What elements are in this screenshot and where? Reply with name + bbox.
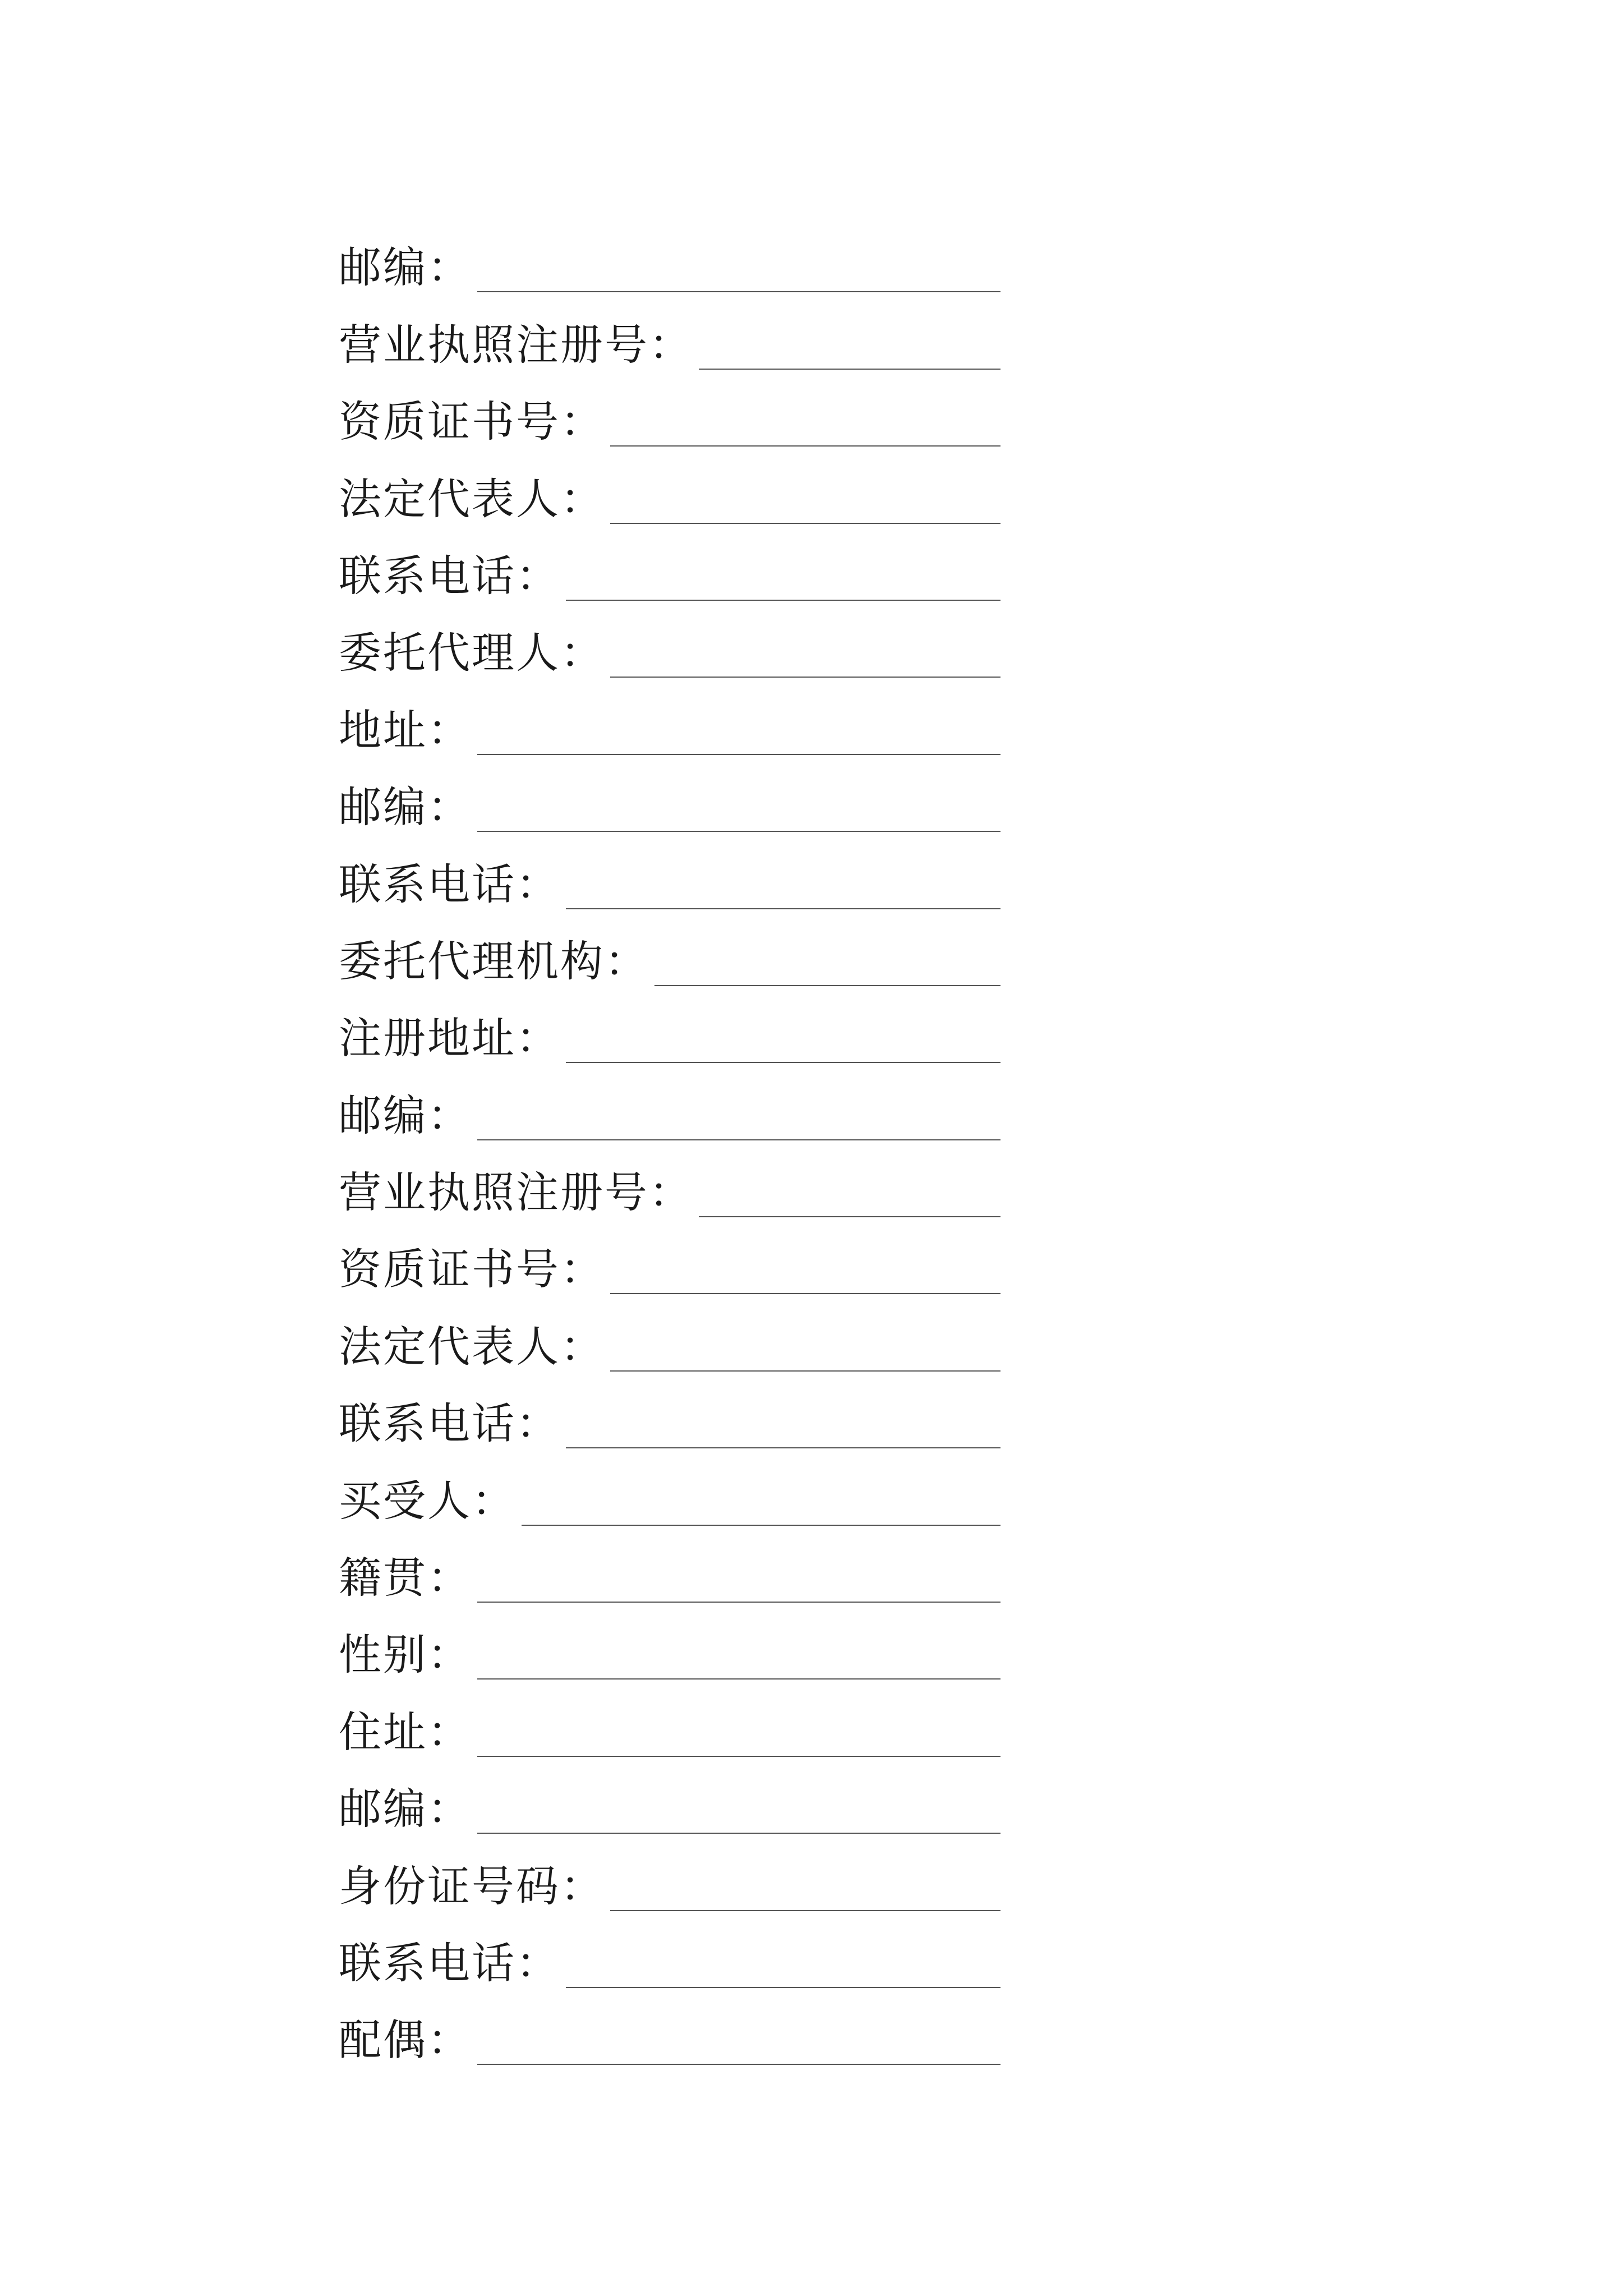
fill-in-blank-business-license-number[interactable] <box>699 325 1000 370</box>
fill-in-blank-qualification-certificate-number[interactable] <box>610 1249 1000 1294</box>
field-label-qualification-certificate-number: 资质证书号： <box>339 397 605 447</box>
form-row-phone <box>339 1372 1000 1448</box>
form-row-phone <box>339 524 1000 601</box>
form-row-business-license-number <box>339 1140 1000 1217</box>
form-row-postcode <box>339 1063 1000 1140</box>
field-label-legal-representative: 法定代表人： <box>339 473 605 524</box>
field-label-business-license-number: 营业执照注册号： <box>339 319 693 370</box>
fill-in-blank-legal-representative[interactable] <box>610 1327 1000 1372</box>
field-label-qualification-certificate-number: 资质证书号： <box>339 1244 605 1295</box>
field-label-native-place: 籍贯： <box>339 1553 472 1603</box>
form-row-authorized-agency <box>339 909 1000 986</box>
fill-in-blank-postcode[interactable] <box>477 1789 1000 1834</box>
field-label-registered-address: 注册地址： <box>339 1013 560 1064</box>
field-label-phone: 联系电话： <box>339 1938 560 1988</box>
fill-in-blank-postcode[interactable] <box>477 247 1000 292</box>
fill-in-blank-legal-representative[interactable] <box>610 479 1000 524</box>
fill-in-blank-phone[interactable] <box>566 864 1000 909</box>
fill-in-blank-native-place[interactable] <box>477 1558 1000 1603</box>
fill-in-blank-qualification-certificate-number[interactable] <box>610 402 1000 447</box>
field-label-postcode: 邮编： <box>339 782 472 832</box>
form-row-qualification-certificate-number <box>339 1217 1000 1294</box>
fill-in-blank-authorized-agency[interactable] <box>654 941 1000 986</box>
fill-in-blank-registered-address[interactable] <box>566 1018 1000 1063</box>
form-row-buyer <box>339 1448 1000 1525</box>
fill-in-blank-authorized-agent[interactable] <box>610 633 1000 678</box>
form-row-registered-address <box>339 986 1000 1063</box>
fill-in-blank-spouse[interactable] <box>477 2020 1000 2065</box>
fill-in-blank-address[interactable] <box>477 710 1000 755</box>
fill-in-blank-phone[interactable] <box>566 556 1000 601</box>
field-label-postcode: 邮编： <box>339 242 472 293</box>
form-row-address <box>339 678 1000 754</box>
contract-party-form <box>339 215 1000 2065</box>
form-row-gender <box>339 1603 1000 1680</box>
field-label-phone: 联系电话： <box>339 550 560 601</box>
form-row-postcode <box>339 1757 1000 1834</box>
form-row-residence <box>339 1680 1000 1756</box>
field-label-address: 地址： <box>339 705 472 755</box>
fill-in-blank-gender[interactable] <box>477 1635 1000 1680</box>
form-row-legal-representative <box>339 447 1000 523</box>
field-label-postcode: 邮编： <box>339 1784 472 1834</box>
fill-in-blank-buyer[interactable] <box>522 1481 1000 1526</box>
form-row-phone <box>339 832 1000 909</box>
fill-in-blank-id-number[interactable] <box>610 1866 1000 1911</box>
fill-in-blank-phone[interactable] <box>566 1404 1000 1448</box>
fill-in-blank-postcode[interactable] <box>477 1096 1000 1140</box>
fill-in-blank-residence[interactable] <box>477 1712 1000 1757</box>
field-label-buyer: 买受人： <box>339 1475 516 1526</box>
field-label-authorized-agency: 委托代理机构： <box>339 936 649 986</box>
field-label-business-license-number: 营业执照注册号： <box>339 1167 693 1218</box>
fill-in-blank-postcode[interactable] <box>477 787 1000 832</box>
form-row-id-number <box>339 1834 1000 1911</box>
field-label-id-number: 身份证号码： <box>339 1861 605 1911</box>
form-row-authorized-agent <box>339 601 1000 678</box>
fill-in-blank-phone[interactable] <box>566 1943 1000 1988</box>
form-row-postcode <box>339 755 1000 832</box>
field-label-gender: 性别： <box>339 1630 472 1680</box>
fill-in-blank-business-license-number[interactable] <box>699 1172 1000 1217</box>
form-row-business-license-number <box>339 292 1000 369</box>
form-row-postcode <box>339 215 1000 292</box>
field-label-phone: 联系电话： <box>339 1398 560 1449</box>
form-row-native-place <box>339 1526 1000 1603</box>
field-label-legal-representative: 法定代表人： <box>339 1321 605 1372</box>
field-label-phone: 联系电话： <box>339 859 560 909</box>
field-label-spouse: 配偶： <box>339 2015 472 2065</box>
field-label-postcode: 邮编： <box>339 1090 472 1140</box>
form-row-phone <box>339 1911 1000 1988</box>
field-label-authorized-agent: 委托代理人： <box>339 628 605 678</box>
field-label-residence: 住址： <box>339 1706 472 1757</box>
form-row-qualification-certificate-number <box>339 370 1000 447</box>
form-row-spouse <box>339 1988 1000 2065</box>
form-row-legal-representative <box>339 1294 1000 1371</box>
